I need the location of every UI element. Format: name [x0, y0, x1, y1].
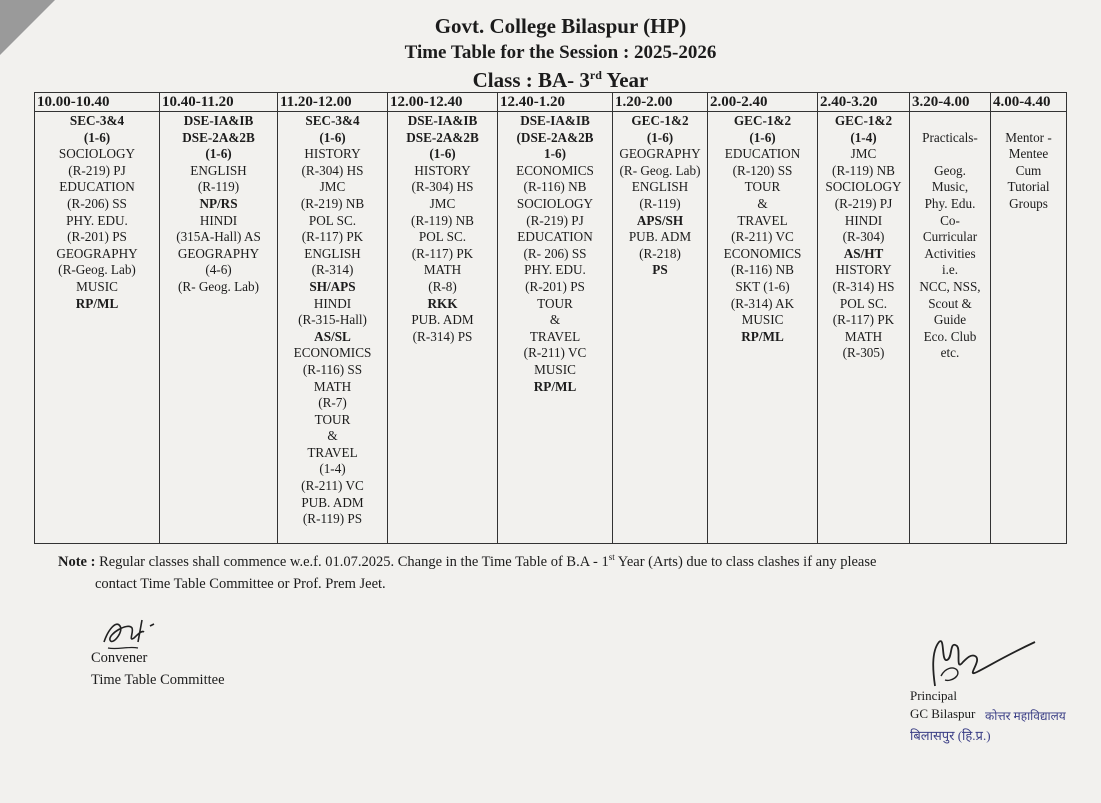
cell-line: (R-211) VC [731, 229, 794, 245]
cell-line: (R-201) PS [525, 278, 585, 294]
time-slot-header: 10.00-10.40 [35, 93, 160, 112]
cell-line: & [549, 312, 561, 328]
cell-line: 1-6) [544, 146, 566, 162]
cell-line: Geog. [934, 162, 966, 178]
time-slot-cell [278, 112, 388, 544]
note-text-3: contact Time Table Committee or Prof. Prem Jeet. [95, 575, 386, 592]
principal-signature [905, 632, 1045, 692]
cell-line: (R-219) PJ [68, 162, 126, 178]
cell-line: Groups [1009, 195, 1048, 211]
cell-line: SEC-3&4 [305, 113, 360, 128]
cell-line: RP/ML [533, 378, 577, 394]
cell-line: (R-219) NB [300, 195, 365, 211]
cell-line: HINDI [199, 212, 238, 228]
cell-line: HISTORY [304, 146, 361, 162]
cell-line: DSE-IA&IB [183, 113, 254, 128]
cell-line: (4-6) [205, 262, 232, 278]
cell-line: APS/SH [636, 212, 684, 228]
cell-line: JMC [429, 195, 456, 211]
cell-line: Mentor - [1005, 129, 1052, 145]
time-slot-cell [498, 112, 613, 544]
cell-line: MATH [313, 378, 352, 394]
cell-line: ECONOMICS [723, 245, 802, 261]
cell-line: (R-219) PJ [834, 195, 893, 211]
time-header-row [35, 93, 1067, 112]
cell-line: (R-314) [311, 262, 354, 278]
cell-line: Phy. Edu. [924, 195, 976, 211]
cell-line: POL SC. [839, 295, 888, 311]
cell-line: GEOGRAPHY [56, 245, 138, 261]
time-slot-header: 2.40-3.20 [818, 93, 910, 112]
note-sup: st [608, 552, 615, 562]
cell-line: (1-6) [319, 129, 346, 145]
cell-line: SOCIOLOGY [516, 195, 594, 211]
cell-line: ENGLISH [190, 162, 247, 178]
time-slot-cell [613, 112, 708, 544]
cell-line: (R- Geog. Lab) [619, 162, 701, 178]
cell-line: (R- 206) SS [523, 245, 587, 261]
cell-line: RKK [427, 295, 458, 311]
cell-line [911, 146, 989, 163]
cell-line: PHY. EDU. [66, 212, 128, 228]
cell-line: PS [652, 262, 668, 278]
principal-label: Principal [910, 688, 957, 703]
class-title [10, 68, 1101, 93]
time-slot-header: 2.00-2.40 [708, 93, 818, 112]
cell-line: NP/RS [199, 195, 238, 211]
time-slot-header: 10.40-11.20 [160, 93, 278, 112]
class-prefix: Class : BA- 3 [472, 68, 590, 92]
cell-line: (R-117) PK [832, 312, 895, 328]
cell-line: (R-211) VC [301, 478, 364, 494]
timetable [34, 92, 1067, 544]
cell-line: ECONOMICS [293, 345, 372, 361]
cell-line: Music, [931, 179, 969, 195]
cell-line: SOCIOLOGY [58, 146, 136, 162]
cell-line: SEC-3&4 [69, 113, 125, 128]
cell-line: EDUCATION [724, 146, 801, 162]
cell-line: Activities [924, 245, 976, 261]
cell-line: (R-219) PJ [526, 212, 584, 228]
cell-line: & [327, 428, 338, 444]
cell-line: (R-116) NB [523, 179, 587, 195]
cell-line: (R-117) PK [301, 229, 364, 245]
cell-line: MUSIC [76, 278, 118, 294]
cell-line: (R-305) [842, 345, 885, 361]
cell-line: ENGLISH [631, 179, 689, 195]
cell-line: RP/ML [741, 328, 784, 344]
cell-line: (R-117) PK [411, 245, 474, 261]
cell-line: JMC [319, 179, 346, 195]
cell-line: PUB. ADM [301, 494, 364, 510]
cell-line: (R-314) PS [412, 328, 473, 344]
note-text-1: Regular classes shall commence w.e.f. 01.07.2025. Change in the Time Table of B.A - 1 [95, 553, 609, 570]
time-slot-cell [35, 112, 160, 544]
cell-line: etc. [940, 345, 960, 361]
cell-line: POL SC. [418, 229, 467, 245]
cell-line: HISTORY [414, 162, 471, 178]
cell-line: JMC [850, 146, 877, 162]
cell-line: (1-4) [850, 129, 877, 145]
cell-line: MATH [423, 262, 462, 278]
cell-line: AS/SL [314, 328, 351, 344]
cell-line: (R-315-Hall) [298, 312, 367, 328]
cell-line: TOUR [744, 179, 781, 195]
cell-line: SH/APS [309, 278, 356, 294]
cell-line: & [757, 195, 768, 211]
cell-line: Practicals- [922, 129, 978, 145]
cell-line: TRAVEL [529, 328, 581, 344]
class-suffix: Year [601, 68, 649, 92]
committee-label: Time Table Committee [91, 672, 225, 688]
time-slot-header: 4.00-4.40 [991, 93, 1067, 112]
time-slot-header: 11.20-12.00 [278, 93, 388, 112]
note [58, 546, 1038, 595]
cell-line: (R-119) NB [832, 162, 895, 178]
cell-line: PHY. EDU. [524, 262, 586, 278]
cell-line: (DSE-2A&2B [516, 129, 594, 145]
cell-line: (R-304) HS [411, 179, 474, 195]
cell-line: Mentee [1008, 146, 1049, 162]
cell-line: MUSIC [741, 312, 784, 328]
cell-line: Curricular [922, 229, 978, 245]
cell-line: (R-8) [428, 278, 457, 294]
cell-line: HISTORY [835, 262, 892, 278]
time-slot-header: 12.40-1.20 [498, 93, 613, 112]
cell-line: HINDI [313, 295, 352, 311]
cell-line: MUSIC [534, 361, 576, 377]
note-label: Note : [58, 553, 96, 570]
time-slot-cell [708, 112, 818, 544]
cell-line: Cum [1015, 162, 1042, 178]
college-label: GC Bilaspur [910, 706, 976, 721]
cell-line: (R-314) HS [832, 278, 895, 294]
cell-line: (315A-Hall) AS [176, 229, 261, 245]
cell-line: (R-7) [318, 395, 347, 411]
cell-line: TRAVEL [307, 444, 358, 460]
cell-line: (1-6) [205, 146, 232, 162]
cell-line: ECONOMICS [516, 162, 594, 178]
cell-line: SOCIOLOGY [825, 179, 902, 195]
class-sup: rd [589, 68, 602, 82]
cell-line: DSE-2A&2B [182, 129, 255, 145]
convener-label: Convener [91, 650, 148, 666]
cell-line: (R-119) [639, 195, 681, 211]
cell-line: PUB. ADM [411, 312, 474, 328]
cell-line: GEC-1&2 [834, 113, 893, 128]
cell-line: Guide [933, 312, 967, 328]
cell-line: (R-206) SS [67, 195, 127, 211]
cell-line: (R-120) SS [732, 162, 793, 178]
cell-line: Tutorial [1007, 179, 1050, 195]
cell-line: GEOGRAPHY [177, 245, 260, 261]
cell-line: DSE-IA&IB [407, 113, 478, 128]
stamp-line-2: बिलासपुर (हि.प्र.) [910, 728, 991, 743]
cell-line: (R-Geog. Lab) [58, 262, 136, 278]
cell-line: PUB. ADM [628, 229, 692, 245]
cell-line: DSE-IA&IB [520, 113, 590, 128]
cell-line: GEOGRAPHY [619, 146, 701, 162]
cell-line: Scout & [928, 295, 972, 311]
time-slot-cell [388, 112, 498, 544]
cell-line: ENGLISH [304, 245, 361, 261]
note-text-2: Year (Arts) due to class clashes if any please [614, 553, 877, 570]
cell-line: Eco. Club [923, 328, 977, 344]
cell-line: (R-119) [197, 179, 240, 195]
cell-line: (R-304) HS [301, 162, 364, 178]
cell-line: (R-201) PS [67, 229, 127, 245]
cell-line: i.e. [941, 262, 959, 278]
cell-line: (R-314) AK [730, 295, 795, 311]
time-slot-cell [910, 112, 991, 544]
cell-line: (1-6) [646, 129, 674, 145]
time-slot-cell [160, 112, 278, 544]
cell-line: DSE-2A&2B [406, 129, 479, 145]
time-slot-header: 12.00-12.40 [388, 93, 498, 112]
cell-line: (1-6) [83, 129, 111, 145]
cell-line: (R- Geog. Lab) [178, 278, 259, 294]
cell-line: AS/HT [843, 245, 884, 261]
college-title: Govt. College Bilaspur (HP) [434, 14, 687, 38]
cell-line: (R-304) [842, 229, 885, 245]
cell-line: EDUCATION [59, 179, 135, 195]
timetable-row [35, 112, 1067, 544]
cell-line: (R-211) VC [523, 345, 587, 361]
cell-line: MATH [844, 328, 883, 344]
cell-line: (1-6) [749, 129, 776, 145]
cell-line: GEC-1&2 [733, 113, 792, 128]
time-slot-cell [991, 112, 1067, 544]
cell-line [992, 113, 1065, 130]
cell-line: (1-4) [319, 461, 346, 477]
cell-line: (R-119) PS [302, 511, 363, 527]
cell-line: TOUR [314, 411, 351, 427]
cell-line: RP/ML [75, 295, 119, 311]
cell-line: NCC, NSS, [919, 278, 981, 294]
cell-line: (R-218) [639, 245, 681, 261]
cell-line: (R-119) NB [411, 212, 474, 228]
cell-line: Co- [940, 212, 960, 228]
cell-line: TOUR [537, 295, 573, 311]
time-slot-cell [818, 112, 910, 544]
cell-line: POL SC. [308, 212, 357, 228]
cell-line: (R-116) NB [731, 262, 794, 278]
stamp-line-1: कोत्तर महाविद्यालय [985, 709, 1066, 723]
cell-line: (R-116) SS [302, 361, 363, 377]
cell-line: (1-6) [429, 146, 456, 162]
cell-line: TRAVEL [737, 212, 788, 228]
time-slot-header: 1.20-2.00 [613, 93, 708, 112]
cell-line [911, 113, 989, 130]
session-title: Time Table for the Session : 2025-2026 [404, 42, 717, 63]
time-slot-header: 3.20-4.00 [910, 93, 991, 112]
cell-line: EDUCATION [517, 229, 593, 245]
cell-line: GEC-1&2 [631, 113, 689, 128]
cell-line: SKT (1-6) [735, 278, 790, 294]
cell-line: HINDI [844, 212, 883, 228]
